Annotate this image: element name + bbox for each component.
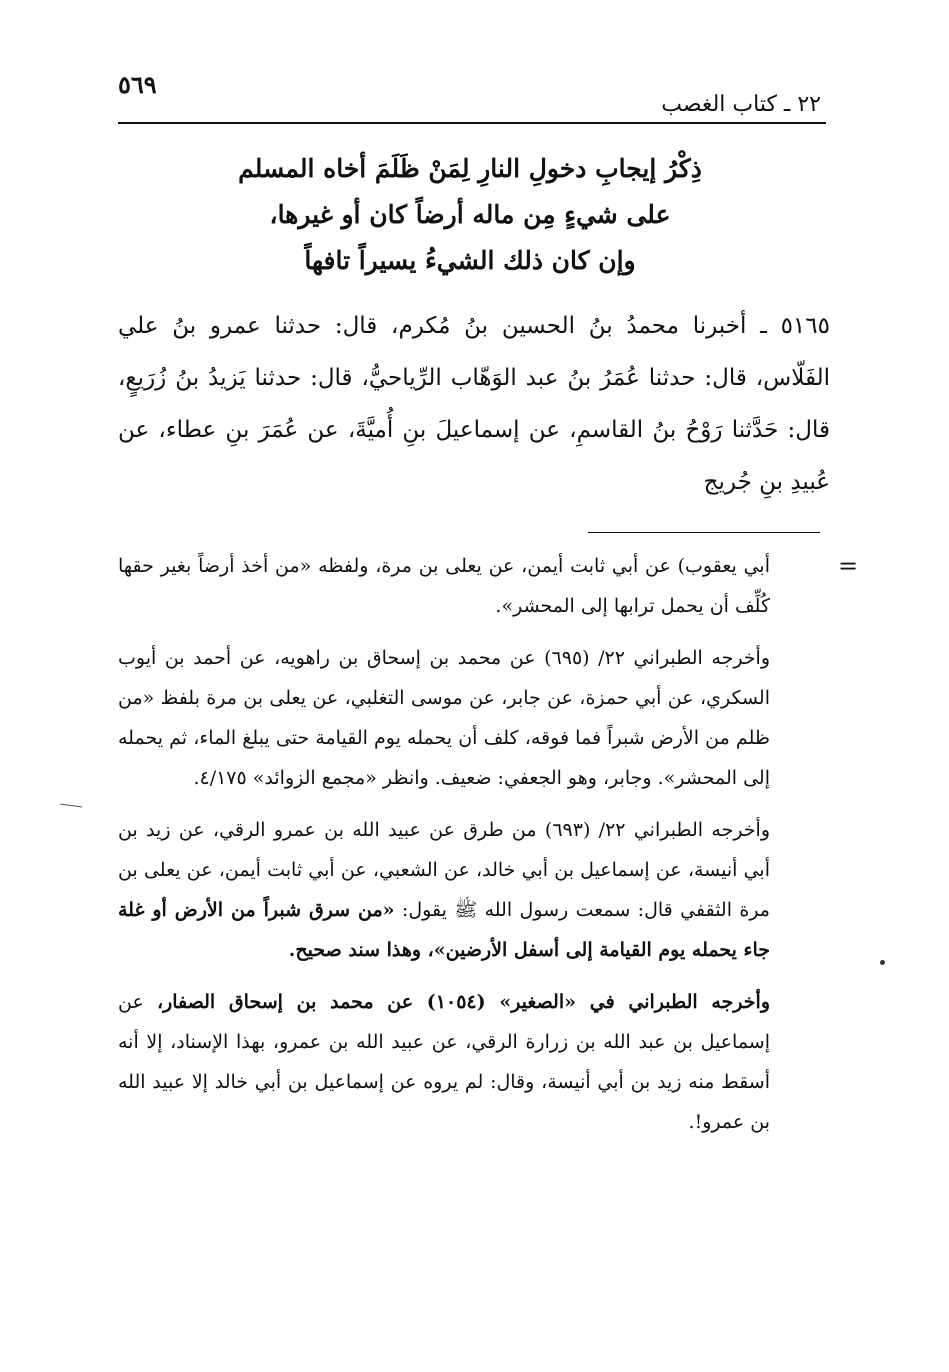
footnote-paragraph-3-text: وأخرجه الطبراني ٢٢/ (٦٩٣) من طرق عن عبيد الله بن عمرو الرقي، عن زيد بن أبي أنيسة، عن إسماعيل بن أبي خالد، عن الشعبي، عن أبي ثابت أيمن، عن يعلى بن مرة الثقفي قال: سمعت رسول الله ﷺ يقول: xyxy=(118,819,771,921)
header-divider xyxy=(118,122,826,124)
chapter-title-line-2: على شيءٍ مِن ماله أرضاً كان أو غيرها، xyxy=(269,200,671,229)
chapter-title-line-1: ذِكْرُ إيجابِ دخولِ النارِ لِمَنْ ظَلَمَ أخاه المسلم xyxy=(238,154,702,183)
margin-dot xyxy=(880,960,885,965)
footnote-paragraph-2: وأخرجه الطبراني ٢٢/ (٦٩٥) عن محمد بن إسحاق بن راهويه، عن أحمد بن أيوب السكري، عن أبي حمزة، عن جابر، عن موسى التغلبي، عن يعلى بن مرة بلفظ «من ظلم من الأرض شبراً فما فوقه، كلف أن يحمله يوم القيامة حتى يبلغ الماء، ثم يحمله إلى المحشر». وجابر، وهو الجعفي: ضعيف. وانظر «مجمع الزوائد» ٤/١٧٥. xyxy=(118,647,771,789)
chapter-title-line-3: وإن كان ذلك الشيءُ يسيراً تافهاً xyxy=(304,246,636,275)
footnote-paragraph-4-bold: وأخرجه الطبراني في «الصغير» (١٠٥٤) عن محمد بن إسحاق الصفار، xyxy=(156,991,770,1013)
footnote-paragraph-3 xyxy=(118,810,770,970)
footnote-paragraph-3-bold: «من سرق شبراً من الأرض أو غلة جاء يحمله يوم القيامة إلى أسفل الأرضين»، وهذا سند صحيح. xyxy=(118,899,770,961)
margin-mark xyxy=(60,803,82,807)
running-head: ٢٢ ـ كتاب الغصب xyxy=(661,92,821,117)
footnotes xyxy=(118,546,770,1154)
page-number: ٥٦٩ xyxy=(118,70,157,99)
footnote-paragraph-4-text: عن إسماعيل بن عبد الله بن زرارة الرقي، عن عبيد الله بن عمرو، بهذا الإسناد، إلا أنه أسقط منه زيد بن أبي أنيسة، وقال: لم يروه عن إسماعيل بن أبي خالد إلا عبيد الله بن عمرو!. xyxy=(118,991,770,1133)
footnote-divider xyxy=(588,532,820,533)
footnote-paragraph-4 xyxy=(118,982,770,1142)
chapter-title xyxy=(200,146,740,284)
footnote-continuation-mark: = xyxy=(838,552,859,580)
hadith-text: ٥١٦٥ ـ أخبرنا محمدُ بنُ الحسين بنُ مُكرم، قال: حدثنا عمرو بنُ علي الفَلّاس، قال: حدثنا عُمَرُ بنُ عبد الوَهّاب الرِّياحيُّ، قال: حدثنا يَزيدُ بنُ زُرَيعٍ، قال: حَدَّثنا رَوْحُ بنُ القاسمِ، عن إسماعيلَ بنِ أُميَّةَ، عن عُمَرَ بنِ عطاء، عن عُبيدِ بنِ جُريج xyxy=(118,313,830,495)
footnote-paragraph-1: أبي يعقوب) عن أبي ثابت أيمن، عن يعلى بن مرة، ولفظه «من أخذ أرضاً بغير حقها كُلِّف أن يحمل ترابها إلى المحشر». xyxy=(118,555,770,617)
